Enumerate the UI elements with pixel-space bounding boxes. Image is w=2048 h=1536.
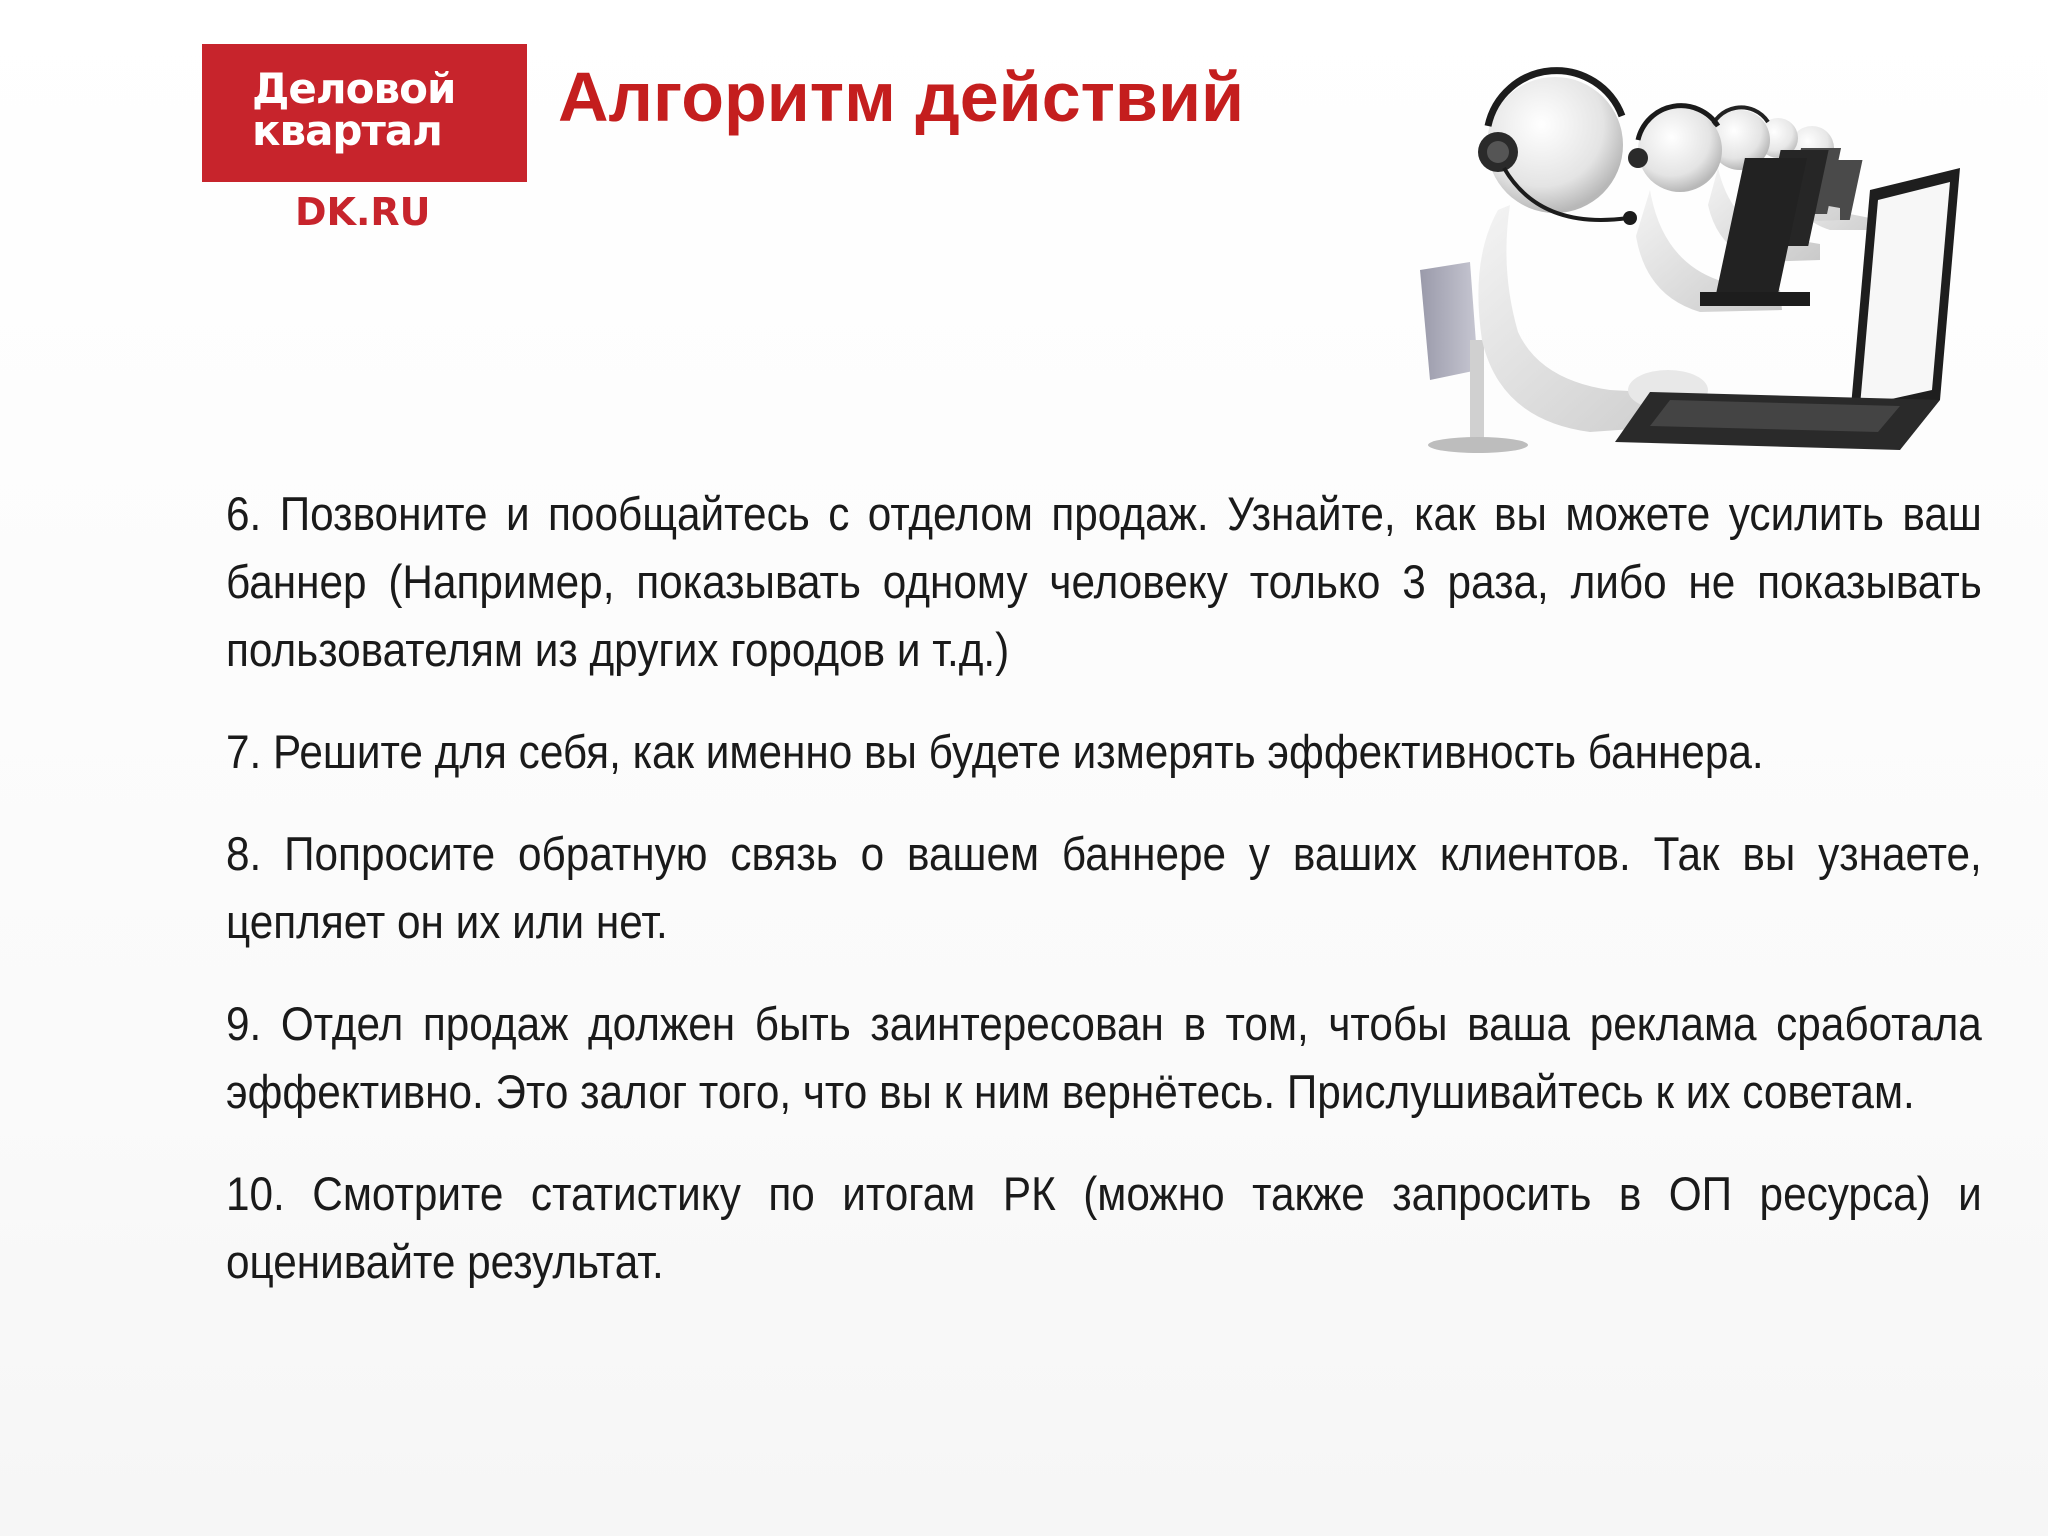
logo-url: DK.RU <box>295 190 431 234</box>
call-center-operators-illustration <box>1400 40 1970 460</box>
logo-line-2: квартал <box>252 106 442 155</box>
step-6: 6. Позвоните и пообщайтесь с отделом продаж. Узнайте, как вы можете усилить ваш баннер (Например, показывать одному человеку только 3 раза, либо не показывать пользователям из других городов и т.д.) <box>226 487 1982 676</box>
step-9: 9. Отдел продаж должен быть заинтересован в том, чтобы ваша реклама сработала эффективно. Это залог того, что вы к ним вернётесь. Прислушивайтесь к их советам. <box>226 997 1982 1118</box>
logo-line-1: Деловой <box>252 64 456 113</box>
slide-title: Алгоритм действий <box>558 58 1245 136</box>
step-7: 7. Решите для себя, как именно вы будете измерять эффективность баннера. <box>226 725 1764 778</box>
step-8: 8. Попросите обратную связь о вашем баннере у ваших клиентов. Так вы узнаете, цепляет он их или нет. <box>226 827 1982 948</box>
step-10: 10. Смотрите статистику по итогам РК (можно также запросить в ОП ресурса) и оценивайте результат. <box>226 1167 1982 1288</box>
logo <box>202 44 527 182</box>
algorithm-steps <box>226 480 1982 1330</box>
